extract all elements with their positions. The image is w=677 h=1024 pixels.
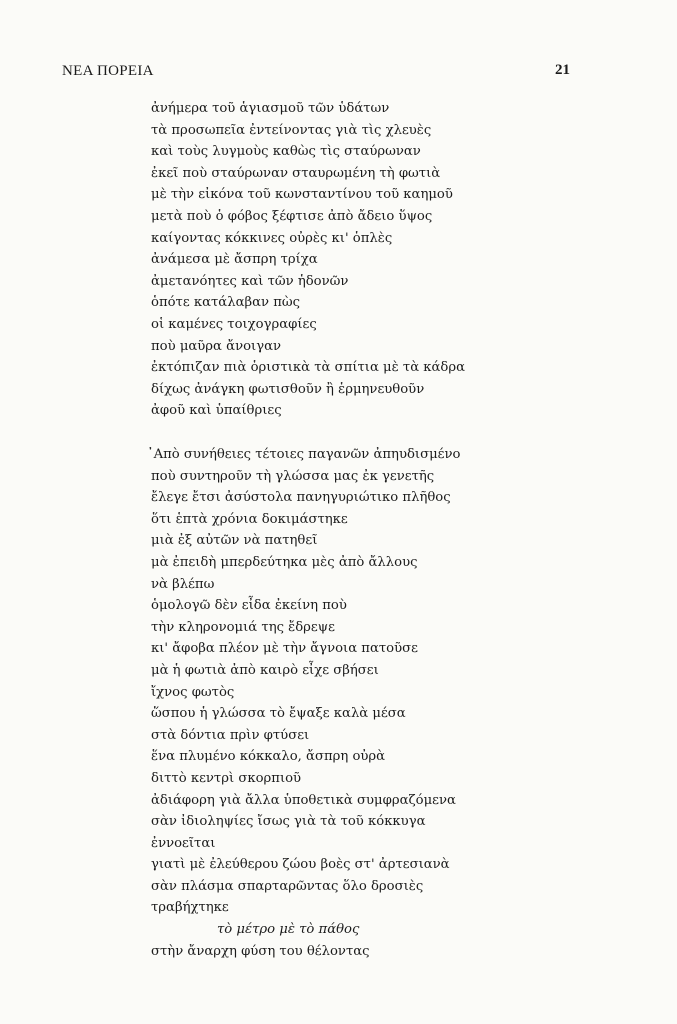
verse-line: ἔλεγε ἔτσι ἀσύστολα πανηγυριώτικο πλῆθος — [151, 490, 451, 506]
verse-line: μετὰ ποὺ ὁ φόβος ξέφτισε ἀπὸ ἄδειο ὕψος — [151, 208, 433, 224]
verse-line: καὶ τοὺς λυγμοὺς καθὼς τὶς σταύρωναν — [151, 144, 421, 160]
verse-line: ὁπότε κατάλαβαν πὼς — [151, 295, 301, 311]
page-number: 21 — [555, 62, 570, 78]
verse-line: σὰν ἰδιοληψίες ἴσως γιὰ τὰ τοῦ κόκκυγα — [151, 814, 426, 830]
verse-line: ἴχνος φωτὸς — [151, 684, 235, 700]
verse-line: ἀδιάφορη γιὰ ἄλλα ὑποθετικὰ συμφραζόμενα — [151, 792, 456, 808]
verse-line: κι' ἄφοβα πλέον μὲ τὴν ἄγνοια πατοῦσε — [151, 641, 418, 657]
verse-line: ἐννοεῖται — [151, 835, 216, 851]
verse-line: τὴν κληρονομιά της ἔδρεψε — [151, 619, 335, 635]
verse-line: γιατὶ μὲ ἐλεύθερου ζώου βοὲς στ' ἀρτεσιανὰ — [151, 857, 450, 873]
verse-line: ἀμετανόητες καὶ τῶν ἡδονῶν — [151, 273, 349, 289]
verse-line-indented: τὸ μέτρο μὲ τὸ πάθος — [217, 922, 360, 938]
verse-line: μὰ ἐπειδὴ μπερδεύτηκα μὲς ἀπὸ ἄλλους — [151, 554, 418, 570]
verse-line: ἕνα πλυμένο κόκκαλο, ἄσπρη οὐρὰ — [151, 749, 386, 765]
verse-line: μὲ τὴν εἰκόνα τοῦ κωνσταντίνου τοῦ καημοῦ — [151, 187, 453, 203]
verse-line: δίχως ἀνάγκη φωτισθοῦν ἢ ἑρμηνευθοῦν — [151, 381, 425, 397]
verse-line: τραβήχτηκε — [151, 900, 229, 916]
verse-line: ἐκτόπιζαν πιὰ ὁριστικὰ τὰ σπίτια μὲ τὰ κάδρα — [151, 360, 466, 376]
verse-line: ὅτι ἑπτὰ χρόνια δοκιμάστηκε — [151, 511, 348, 527]
verse-line: ἐκεῖ ποὺ σταύρωναν σταυρωμένη τὴ φωτιὰ — [151, 165, 441, 181]
verse-line: μὰ ἡ φωτιὰ ἀπὸ καιρὸ εἶχε σβήσει — [151, 662, 379, 678]
verse-line: σὰν πλάσμα σπαρταρῶντας ὅλο δροσιὲς — [151, 878, 424, 894]
verse-line: ἀφοῦ καὶ ὑπαίθριες — [151, 403, 282, 419]
verse-line: ὥσπου ἡ γλώσσα τὸ ἔψαξε καλὰ μέσα — [151, 706, 406, 722]
verse-line: διττὸ κεντρὶ σκορπιοῦ — [151, 770, 302, 786]
verse-line: ποὺ μαῦρα ἄνοιγαν — [151, 338, 281, 354]
verse-line: νὰ βλέπω — [151, 576, 215, 592]
verse-line: μιὰ ἐξ αὐτῶν νὰ πατηθεῖ — [151, 533, 318, 549]
verse-line: ᾿Απὸ συνήθειες τέτοιες παγανῶν ἀπηυδισμένο — [147, 447, 461, 462]
verse-line: ἀνάμεσα μὲ ἄσπρη τρίχα — [151, 252, 318, 268]
verse-line: ἀνήμερα τοῦ ἁγιασμοῦ τῶν ὑδάτων — [151, 101, 390, 116]
poem-stanza-2 — [147, 444, 651, 962]
verse-line: οἱ καμένες τοιχογραφίες — [151, 316, 317, 332]
verse-line: ποὺ συντηροῦν τὴ γλώσσα μας ἐκ γενετῆς — [151, 468, 435, 484]
verse-line: ὁμολογῶ δὲν εἶδα ἐκείνη ποὺ — [151, 598, 347, 614]
poem-stanza-1 — [151, 98, 651, 422]
verse-line: τὰ προσωπεῖα ἐντείνοντας γιὰ τὶς χλευὲς — [151, 122, 432, 138]
verse-line: καίγοντας κόκκινες οὐρὲς κι' ὁπλὲς — [151, 230, 393, 246]
verse-line: στὰ δόντια πρὶν φτύσει — [151, 727, 310, 743]
verse-line: στὴν ἄναρχη φύση του θέλοντας — [151, 943, 370, 959]
running-head-title: ΝΕΑ ΠΟΡΕΙΑ — [62, 63, 154, 79]
